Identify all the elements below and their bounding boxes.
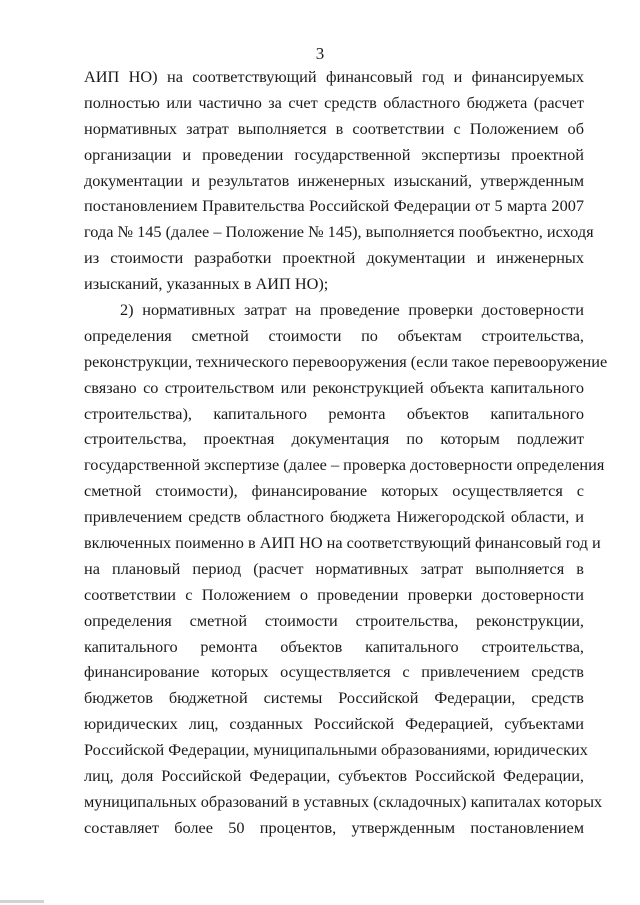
text-line: финансирование которых осуществляется с привлечением средств [84, 662, 584, 682]
text-line: определения сметной стоимости строительства, реконструкции, [84, 610, 584, 630]
text-line: связано со строительством или реконструкцией объекта капитального [84, 377, 584, 397]
document-body [84, 64, 608, 841]
text-line: реконструкции, технического перевооружения (если такое перевооружение [84, 351, 608, 371]
text-line: лиц, доля Российской Федерации, субъектов Российской Федерации, [84, 766, 584, 786]
text-line: включенных поименно в АИП НО на соответствующий финансовый год и [84, 533, 601, 553]
text-line: изысканий, указанных в АИП НО); [84, 274, 329, 294]
text-line: 2) нормативных затрат на проведение проверки достоверности [120, 300, 584, 320]
text-line: документации и результатов инженерных изысканий, утвержденным [84, 170, 584, 190]
text-line: строительства, проектная документация по которым подлежит [84, 429, 584, 449]
text-line: соответствии с Положением о проведении проверки достоверности [84, 584, 584, 604]
text-line: юридических лиц, созданных Российской Федерацией, субъектами [84, 714, 584, 734]
text-line: муниципальных образований в уставных (складочных) капиталах которых [84, 791, 603, 811]
page-number: 3 [315, 44, 325, 63]
scan-artifact [0, 900, 44, 903]
text-line: сметной стоимости), финансирование которых осуществляется с [84, 481, 584, 501]
text-line: года № 145 (далее – Положение № 145), выполняется пообъектно, исходя [84, 222, 594, 242]
text-line: организации и проведении государственной экспертизы проектной [84, 144, 584, 164]
text-line: капитального ремонта объектов капитального строительства, [84, 636, 584, 656]
text-line: бюджетов бюджетной системы Российской Федерации, средств [84, 688, 584, 708]
text-line: полностью или частично за счет средств областного бюджета (расчет [84, 92, 584, 112]
text-line: государственной экспертизе (далее – проверка достоверности определения [84, 455, 605, 475]
text-line: на плановый период (расчет нормативных затрат выполняется в [84, 558, 584, 578]
text-line: строительства), капитального ремонта объектов капитального [84, 403, 584, 423]
text-line: нормативных затрат выполняется в соответствии с Положением об [84, 118, 584, 138]
text-line: Российской Федерации, муниципальными образованиями, юридических [84, 740, 588, 760]
text-line: составляет более 50 процентов, утвержденным постановлением [84, 817, 584, 837]
text-line: из стоимости разработки проектной документации и инженерных [84, 248, 584, 268]
text-line: постановлением Правительства Российской Федерации от 5 марта 2007 [84, 196, 584, 216]
text-line: АИП НО) на соответствующий финансовый год и финансируемых [84, 67, 584, 86]
text-line: привлечением средств областного бюджета Нижегородской области, и [84, 507, 584, 527]
text-line: определения сметной стоимости по объектам строительства, [84, 325, 584, 345]
